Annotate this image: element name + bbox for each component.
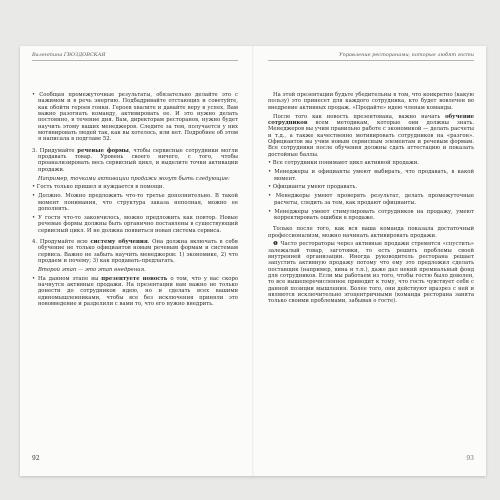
right-page-number: 93	[466, 455, 474, 462]
list-item: • Менеджеры и официанты умеют выбирать, что продавать, в какой момент.	[268, 169, 474, 182]
book-spread	[20, 46, 486, 476]
list-item: • Все сотрудники понимают цикл активной продажи.	[268, 160, 419, 167]
bold-term: речевые формы	[77, 147, 129, 154]
paragraph: После того как новость презентована, важно начать обучение сотрудников всем методикам, которые они должны знать. Менеджеров вы учим правильно работе с экономикой — делать расчеты и т.д., а также качественно мотивировать сотрудников на «разгон». Официантов вы учим новым сервисным элементам и речевым формам. Все сотрудники после обучения должны сдать аттестацию и показать достойные баллы.	[268, 113, 474, 158]
paragraph: На этой презентации будьте убедительны в том, что конкретно (какую пользу) это принесет для каждого сотрудника, кто будет вовлечен во внедрение активных продаж. «Продайте» идею членам команды.	[268, 92, 474, 111]
paragraph: Например, точками активации продажи могут быть следующие:	[38, 175, 230, 182]
paragraph: 4. Продумайте всю систему обучения. Она должна включать в себя обучение не только официантов новым речевым формам и системам сервиса. Важно не забыть научить менеджеров: 1) экономике, 2) что продаем и почему; 3) как продавать-предлагать.	[32, 238, 238, 264]
right-page-body	[268, 92, 474, 307]
right-page	[268, 46, 474, 476]
left-page-body	[32, 92, 238, 310]
paragraph: Только после того, как вся ваша команда показала достаточный профессионализм, можно начинать активировать продажи.	[268, 226, 474, 239]
bold-term: обучение сотрудников	[268, 113, 474, 126]
left-running-header: Валентина ГВОЗДОВСКАЯ	[32, 52, 106, 58]
list-item: • Должно. Можно предложить что-то третье дополнительно. В такой момент понимания, что структура заказа неполная, можно ее дополнить.	[32, 193, 238, 212]
list-item: • Менеджеры умеют стимулировать сотрудников на продажу, умеют корректировать ошибки в продаже.	[268, 208, 474, 221]
list-item: • У гостя что-то закончилось, можно предложить как повтор. Новые речевые формы должны быть органично поставлены в существующий сервисный цикл. И не должна появиться новая система сервиса.	[32, 214, 238, 234]
left-page-number: 92	[32, 455, 40, 462]
list-item: • Менеджеры умеют проверять результат, делать промежуточные расчеты, следить за тем, как продают официанты.	[268, 193, 474, 206]
list-item: • Официанты умеют продавать.	[268, 184, 358, 191]
right-running-header: Управление ресторанами, которые любят гости	[339, 52, 474, 58]
book-gutter	[252, 46, 254, 476]
paragraph: 3. Придумайте речевые формы, чтобы сервисные сотрудники могли продавать товар. Уровень своего ничего, с того, чтобы проанализировать весь сервисный цикл, и выделите точки активации продажи.	[32, 147, 238, 173]
paragraph: • Сообщая промежуточные результаты, обязательно делайте это с нажимом и в речь энергию. Подбадривайте отстающих и советуйте, как обойти героев гонки. Героев хвалите и давайте веру в успех. Вам важно разогнать команду, активировать ее. И это нужно делать постоянно, в течение дня. Вам, директорам ресторанов, нужно будет научить этому ваших менеджеров. Следите за тем, получается у них мотивировать людей так, как вы хотелось, или нет. Подробнее об этом я написала в подглаве 52.	[32, 92, 238, 143]
left-page	[32, 46, 238, 476]
bold-term: систему обучения	[90, 238, 148, 245]
paragraph: Второй этап — это этап внедрения.	[38, 266, 146, 273]
paragraph: • На данном этапе вы презентуете новость о том, что у вас скоро начнутся активные продажи. На презентации вам важно не только донести до сотрудников идею, но и сделать всех вашими единомышленниками, чтобы все без исключения приняли это нововведение и разделили с вами то, что его нужно внедрить.	[32, 275, 239, 307]
right-header-rule	[268, 60, 474, 61]
paragraph: ❶ Часто рестораторы через активные продажи стремятся «спустить» залежалый товар, заготовки, то есть решить проблемы своей внутренней организации. Иногда руководитель ресторана решает запустить активную продажу потому что ему это предложил сделать поставщик (например, вина и т.п.), даже дал некий премиальный фонд для сотрудников. Если мы работаем из того, чтобы гостю было доволен, то все вышеперечисленное приводит к тому, что гость чувствует себя с данной позиции мышления. Более того, они действуют вразрез с ней и являются исключительно эгоцентричными (команда ресторана занята только своими проблемами, забывая о госте).	[268, 241, 474, 305]
bold-term: презентуете новость	[101, 275, 168, 282]
left-header-rule	[32, 60, 238, 61]
list-item: • Гость только пришел и нуждается в помощи.	[32, 184, 165, 191]
